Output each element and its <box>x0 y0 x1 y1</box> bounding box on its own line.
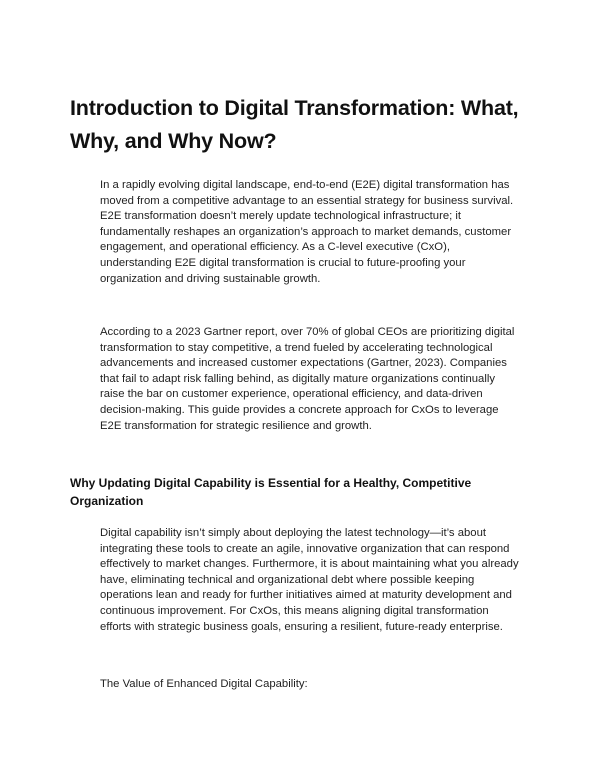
page-title: Introduction to Digital Transformation: What, Why, and Why Now? <box>70 96 519 153</box>
value-lead-in-paragraph: The Value of Enhanced Digital Capability: <box>100 678 308 690</box>
section-heading: Why Updating Digital Capability is Essential for a Healthy, Competitive Organization <box>70 476 472 508</box>
gartner-paragraph: According to a 2023 Gartner report, over 70% of global CEOs are prioritizing digital transformation to stay competitive, a trend fueled by accelerating technological advancements and increased customer expectations (Gartner, 2023). Companies that fail to adapt risk falling behind, as digitally mature organizations continually raise the bar on customer experience, operational efficiency, and data-driven decision-making. This guide provides a concrete approach for CxOs to leverage E2E transformation for strategic resilience and growth. <box>100 326 515 432</box>
intro-paragraph: In a rapidly evolving digital landscape, end-to-end (E2E) digital transformation has moved from a competitive advantage to an essential strategy for business survival. E2E transformation doesn’t merely update technological infrastructure; it fundamentally reshapes an organization’s approach to market demands, customer engagement, and operational efficiency. As a C-level executive (CxO), understanding E2E digital transformation is crucial to future-proofing your organization and driving sustainable growth. <box>100 179 514 285</box>
digital-capability-paragraph: Digital capability isn’t simply about deploying the latest technology—it’s about integrating these tools to create an agile, innovative organization that can respond effectively to market changes. Furthermore, it is about maintaining what you already have, eliminating technical and organizational debt where possible keeping operations lean and ready for further initiatives aimed at maturity development and continuous improvement. For CxOs, this means aligning digital transformation efforts with strategic business goals, ensuring a resilient, future-ready enterprise. <box>100 527 519 633</box>
